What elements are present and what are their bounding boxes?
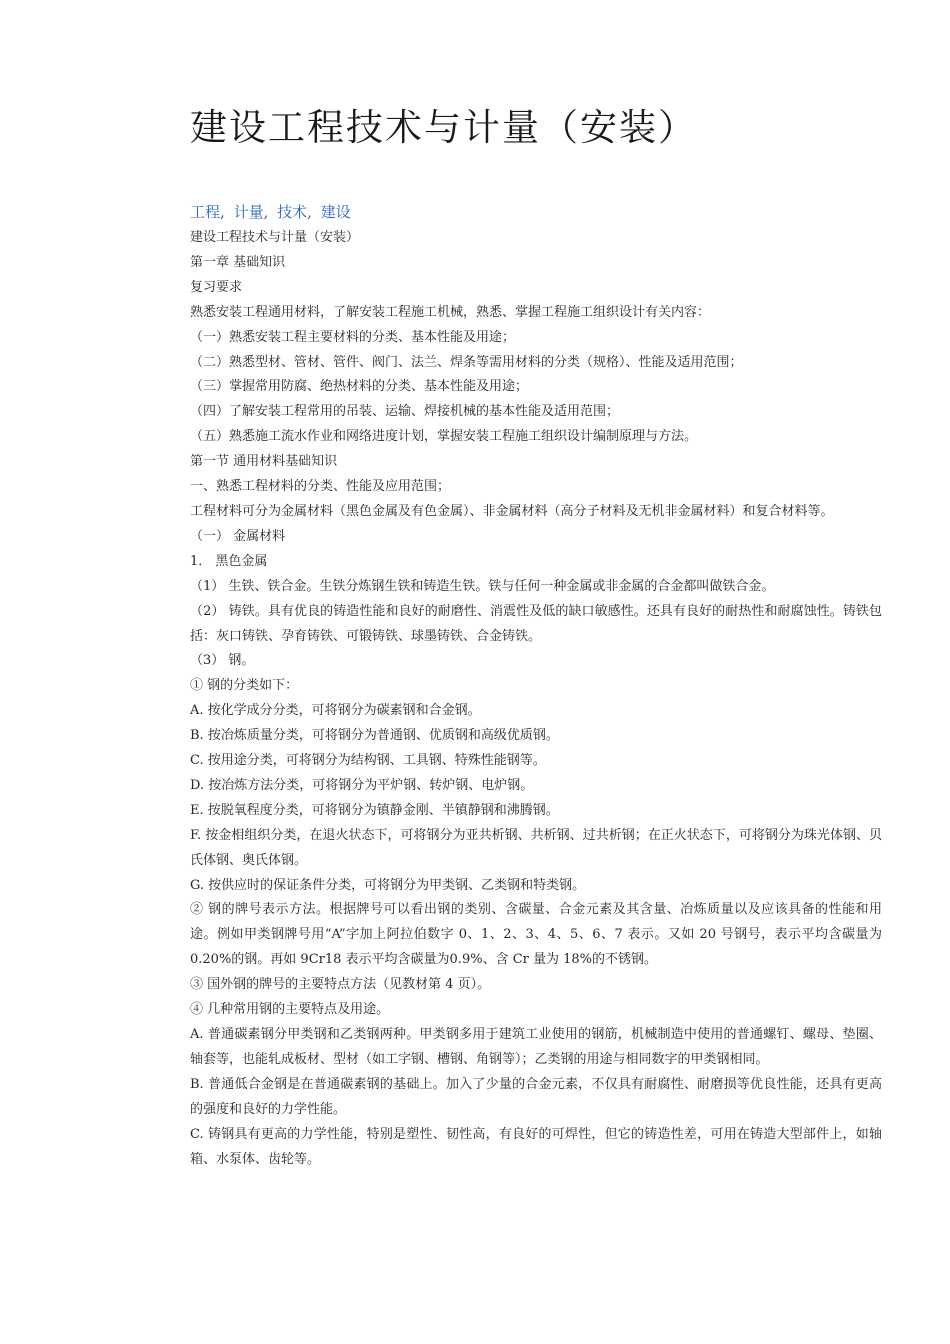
list-item: ③ 国外钢的牌号的主要特点方法（见教材第 4 页）。	[190, 977, 491, 993]
tag-separator: ,	[220, 203, 225, 221]
tag-link[interactable]: 建设	[320, 203, 351, 221]
list-item: B. 按冶炼质量分类，可将钢分为普通钢、优质钢和高级优质钢。	[190, 728, 559, 744]
list-item: ② 钢的牌号表示方法。根据牌号可以看出钢的类别、含碳量、合金元素及其含量、冶炼质量以及应该具备的性能和用途。例如甲类钢牌号用“A”字加上阿拉伯数字 0、1、2、3、4、5、6、7 表示。又如 20 号钢号，表示平均含碳量为0.20%的钢。再如 9Cr18 表示平均含碳量为0.9%、含 Cr 量为 18%的不锈钢。	[190, 902, 882, 968]
list-item: D. 按冶炼方法分类，可将钢分为平炉钢、转炉钢、电炉钢。	[190, 777, 534, 793]
chapter-heading: 第一章 基础知识	[190, 254, 286, 270]
list-item: （1） 生铁、铁合金。生铁分炼钢生铁和铸造生铁。铁与任何一种金属或非金属的合金都叫做铁合金。	[190, 578, 775, 594]
document-title: 建设工程技术与计量（安装）	[190, 106, 697, 149]
tag-link[interactable]: 技术	[277, 203, 308, 221]
list-item: （三）掌握常用防腐、绝热材料的分类、基本性能及用途；	[190, 379, 529, 395]
paragraph: 工程材料可分为金属材料（黑色金属及有色金属）、非金属材料（高分子材料及无机非金属材料）和复合材料等。	[190, 503, 834, 519]
list-item: C. 铸钢具有更高的力学性能，特别是塑性、韧性高，有良好的可焊性，但它的铸造性差，可用在铸造大型部件上，如轴箱、水泵体、齿轮等。	[190, 1126, 882, 1167]
paragraph: 熟悉安装工程通用材料，了解安装工程施工机械，熟悉、掌握工程施工组织设计有关内容：	[190, 304, 711, 320]
list-item: C. 按用途分类，可将钢分为结构钢、工具钢、特殊性能钢等。	[190, 753, 546, 769]
list-item: ④ 几种常用钢的主要特点及用途。	[190, 1002, 390, 1018]
list-item: B. 普通低合金钢是在普通碳素钢的基础上。加入了少量的合金元素，不仅具有耐腐性、耐磨损等优良性能，还具有更高的强度和良好的力学性能。	[190, 1076, 882, 1117]
subheading: （一） 金属材料	[190, 528, 286, 544]
list-item: E. 按脱氧程度分类，可将钢分为镇静金刚、半镇静钢和沸腾钢。	[190, 802, 559, 818]
list-item: （3） 钢。	[190, 653, 255, 669]
list-item: （一）熟悉安装工程主要材料的分类、基本性能及用途；	[190, 329, 516, 345]
tag-separator: ,	[307, 203, 312, 221]
tag-link[interactable]: 计量	[233, 203, 264, 221]
tag-link[interactable]: 工程	[190, 203, 221, 221]
document-body	[190, 226, 882, 1172]
list-item: A. 按化学成分分类，可将钢分为碳素钢和合金钢。	[190, 703, 481, 719]
tag-separator: ,	[263, 203, 269, 221]
paragraph: 建设工程技术与计量（安装）	[190, 230, 360, 245]
tag-list	[190, 200, 351, 224]
list-item: F. 按金相组织分类，在退火状态下，可将钢分为亚共析钢、共析钢、过共析钢；在正火状态下，可将钢分为珠光体钢、贝氏体钢、奥氏体钢。	[190, 827, 882, 868]
paragraph: 复习要求	[190, 279, 243, 295]
list-item: G. 按供应时的保证条件分类，可将钢分为甲类钢、乙类钢和特类钢。	[190, 877, 586, 893]
list-item: （2） 铸铁。具有优良的铸造性能和良好的耐磨性、消震性及低的缺口敏感性。还具有良好的耐热性和耐腐蚀性。铸铁包括：灰口铸铁、孕育铸铁、可锻铸铁、球墨铸铁、合金铸铁。	[190, 603, 882, 644]
subheading: 1． 黑色金属	[190, 553, 268, 569]
list-item: （五）熟悉施工流水作业和网络进度计划，掌握安装工程施工组织设计编制原理与方法。	[190, 429, 698, 445]
list-item: （二）熟悉型材、管材、管件、阀门、法兰、焊条等需用材料的分类（规格）、性能及适用范围；	[190, 354, 743, 370]
list-item: A. 普通碳素钢分甲类钢和乙类钢两种。甲类钢多用于建筑工业使用的钢筋，机械制造中使用的普通螺钉、螺母、垫圈、轴套等，也能轧成板材、型材（如工字钢、槽钢、角钢等）；乙类钢的用途与相同数字的甲类钢相同。	[190, 1027, 882, 1067]
list-item: （四）了解安装工程常用的吊装、运输、焊接机械的基本性能及适用范围；	[190, 404, 620, 420]
list-item: ① 钢的分类如下：	[190, 678, 299, 694]
paragraph: 一、熟悉工程材料的分类、性能及应用范围；	[190, 479, 451, 495]
section-heading: 第一节 通用材料基础知识	[190, 454, 338, 470]
